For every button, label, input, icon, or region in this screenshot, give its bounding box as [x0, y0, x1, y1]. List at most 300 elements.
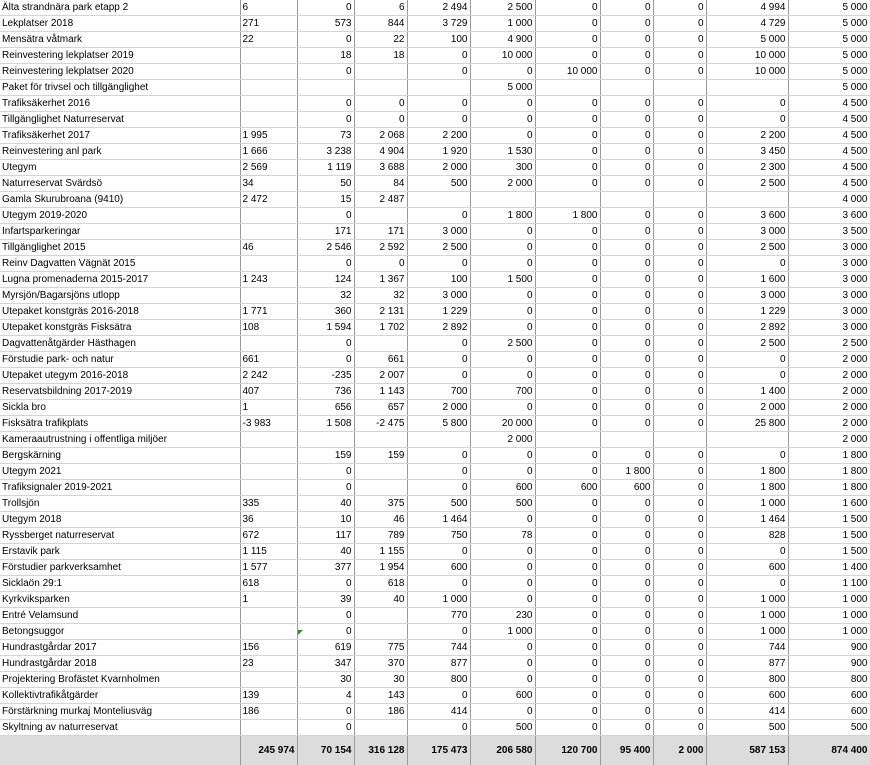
- value-cell-col9[interactable]: [653, 192, 706, 208]
- value-cell-col2[interactable]: [240, 720, 297, 736]
- value-cell-col5[interactable]: [407, 80, 470, 96]
- value-cell-col8[interactable]: 600: [600, 480, 653, 496]
- value-cell-col6[interactable]: 1 000: [470, 624, 535, 640]
- value-cell-col9[interactable]: 0: [653, 416, 706, 432]
- value-cell-col2[interactable]: 108: [240, 320, 297, 336]
- value-cell-col4[interactable]: 1 143: [354, 384, 407, 400]
- project-name-cell[interactable]: Dagvattenåtgärder Hästhagen: [0, 336, 240, 352]
- value-cell-col5[interactable]: 877: [407, 656, 470, 672]
- value-cell-col5[interactable]: 750: [407, 528, 470, 544]
- value-cell-col4[interactable]: 0: [354, 256, 407, 272]
- value-cell-col6[interactable]: 0: [470, 656, 535, 672]
- value-cell-col4[interactable]: 375: [354, 496, 407, 512]
- value-cell-col7[interactable]: 0: [535, 112, 600, 128]
- value-cell-col10[interactable]: 0: [706, 448, 788, 464]
- project-name-cell[interactable]: Reservatsbildning 2017-2019: [0, 384, 240, 400]
- value-cell-col10[interactable]: 2 892: [706, 320, 788, 336]
- value-cell-col4[interactable]: 0: [354, 112, 407, 128]
- value-cell-col3[interactable]: 0: [297, 0, 354, 16]
- value-cell-col7[interactable]: 0: [535, 656, 600, 672]
- value-cell-col2[interactable]: [240, 112, 297, 128]
- value-cell-col8[interactable]: 0: [600, 688, 653, 704]
- value-cell-col8[interactable]: 0: [600, 96, 653, 112]
- value-cell-col6[interactable]: 0: [470, 640, 535, 656]
- project-name-cell[interactable]: Tillgänglighet 2015: [0, 240, 240, 256]
- value-cell-col5[interactable]: 5 800: [407, 416, 470, 432]
- value-cell-col9[interactable]: 0: [653, 352, 706, 368]
- value-cell-col5[interactable]: 0: [407, 448, 470, 464]
- value-cell-col2[interactable]: 672: [240, 528, 297, 544]
- value-cell-col9[interactable]: 0: [653, 16, 706, 32]
- project-name-cell[interactable]: Naturreservat Svärdsö: [0, 176, 240, 192]
- project-name-cell[interactable]: Skyltning av naturreservat: [0, 720, 240, 736]
- project-name-cell[interactable]: Erstavik park: [0, 544, 240, 560]
- value-cell-col6[interactable]: 0: [470, 400, 535, 416]
- value-cell-col6[interactable]: 0: [470, 464, 535, 480]
- value-cell-col11[interactable]: 5 000: [788, 0, 870, 16]
- value-cell-col5[interactable]: 100: [407, 32, 470, 48]
- value-cell-col5[interactable]: 0: [407, 544, 470, 560]
- value-cell-col7[interactable]: 0: [535, 304, 600, 320]
- value-cell-col10[interactable]: 1 229: [706, 304, 788, 320]
- value-cell-col8[interactable]: 0: [600, 48, 653, 64]
- value-cell-col11[interactable]: 2 500: [788, 336, 870, 352]
- project-name-cell[interactable]: Fisksätra trafikplats: [0, 416, 240, 432]
- value-cell-col11[interactable]: 4 500: [788, 160, 870, 176]
- total-cell-col2[interactable]: 245 974: [240, 736, 297, 765]
- value-cell-col2[interactable]: [240, 672, 297, 688]
- value-cell-col11[interactable]: 4 500: [788, 128, 870, 144]
- value-cell-col2[interactable]: 2 242: [240, 368, 297, 384]
- value-cell-col2[interactable]: 6: [240, 0, 297, 16]
- value-cell-col6[interactable]: 0: [470, 704, 535, 720]
- value-cell-col6[interactable]: 0: [470, 576, 535, 592]
- value-cell-col6[interactable]: 700: [470, 384, 535, 400]
- value-cell-col2[interactable]: [240, 448, 297, 464]
- value-cell-col8[interactable]: 0: [600, 304, 653, 320]
- project-name-cell[interactable]: Infartsparkeringar: [0, 224, 240, 240]
- value-cell-col8[interactable]: [600, 192, 653, 208]
- value-cell-col7[interactable]: 0: [535, 528, 600, 544]
- value-cell-col9[interactable]: 0: [653, 480, 706, 496]
- project-name-cell[interactable]: Projektering Brofästet Kvarnholmen: [0, 672, 240, 688]
- value-cell-col5[interactable]: 2 000: [407, 160, 470, 176]
- value-cell-col6[interactable]: 0: [470, 288, 535, 304]
- total-cell-col5[interactable]: 175 473: [407, 736, 470, 765]
- value-cell-col9[interactable]: 0: [653, 496, 706, 512]
- value-cell-col10[interactable]: 0: [706, 368, 788, 384]
- value-cell-col9[interactable]: 0: [653, 560, 706, 576]
- value-cell-col5[interactable]: 0: [407, 336, 470, 352]
- value-cell-col11[interactable]: 2 000: [788, 432, 870, 448]
- value-cell-col3[interactable]: 1 594: [297, 320, 354, 336]
- value-cell-col7[interactable]: 0: [535, 384, 600, 400]
- value-cell-col3[interactable]: 3 238: [297, 144, 354, 160]
- value-cell-col11[interactable]: 500: [788, 720, 870, 736]
- value-cell-col8[interactable]: 0: [600, 528, 653, 544]
- value-cell-col9[interactable]: 0: [653, 400, 706, 416]
- totals-label-cell[interactable]: [0, 736, 240, 765]
- value-cell-col2[interactable]: 271: [240, 16, 297, 32]
- project-name-cell[interactable]: Reinv Dagvatten Vägnät 2015: [0, 256, 240, 272]
- value-cell-col5[interactable]: 2 494: [407, 0, 470, 16]
- value-cell-col2[interactable]: 1 666: [240, 144, 297, 160]
- value-cell-col10[interactable]: 0: [706, 576, 788, 592]
- value-cell-col4[interactable]: 618: [354, 576, 407, 592]
- value-cell-col5[interactable]: 600: [407, 560, 470, 576]
- value-cell-col8[interactable]: 0: [600, 544, 653, 560]
- value-cell-col6[interactable]: 0: [470, 672, 535, 688]
- value-cell-col4[interactable]: [354, 464, 407, 480]
- total-cell-col10[interactable]: 587 153: [706, 736, 788, 765]
- value-cell-col9[interactable]: 0: [653, 704, 706, 720]
- value-cell-col10[interactable]: 1 000: [706, 496, 788, 512]
- value-cell-col6[interactable]: 0: [470, 560, 535, 576]
- value-cell-col3[interactable]: [297, 432, 354, 448]
- value-cell-col7[interactable]: 1 800: [535, 208, 600, 224]
- value-cell-col9[interactable]: [653, 432, 706, 448]
- project-name-cell[interactable]: Sicklaön 29:1: [0, 576, 240, 592]
- value-cell-col6[interactable]: 0: [470, 112, 535, 128]
- value-cell-col2[interactable]: 407: [240, 384, 297, 400]
- value-cell-col2[interactable]: 34: [240, 176, 297, 192]
- value-cell-col5[interactable]: 414: [407, 704, 470, 720]
- value-cell-col9[interactable]: 0: [653, 320, 706, 336]
- value-cell-col4[interactable]: 661: [354, 352, 407, 368]
- total-cell-col8[interactable]: 95 400: [600, 736, 653, 765]
- value-cell-col5[interactable]: 1 464: [407, 512, 470, 528]
- value-cell-col5[interactable]: 2 000: [407, 400, 470, 416]
- value-cell-col9[interactable]: 0: [653, 272, 706, 288]
- value-cell-col2[interactable]: [240, 432, 297, 448]
- value-cell-col2[interactable]: 156: [240, 640, 297, 656]
- value-cell-col10[interactable]: 2 000: [706, 400, 788, 416]
- value-cell-col9[interactable]: 0: [653, 128, 706, 144]
- value-cell-col4[interactable]: 0: [354, 96, 407, 112]
- project-name-cell[interactable]: Trafiksäkerhet 2017: [0, 128, 240, 144]
- value-cell-col9[interactable]: 0: [653, 48, 706, 64]
- value-cell-col7[interactable]: [535, 192, 600, 208]
- value-cell-col7[interactable]: 0: [535, 16, 600, 32]
- value-cell-col3[interactable]: 171: [297, 224, 354, 240]
- value-cell-col11[interactable]: 5 000: [788, 64, 870, 80]
- value-cell-col5[interactable]: 0: [407, 576, 470, 592]
- value-cell-col10[interactable]: 1 800: [706, 464, 788, 480]
- value-cell-col11[interactable]: 1 000: [788, 608, 870, 624]
- value-cell-col6[interactable]: 0: [470, 304, 535, 320]
- value-cell-col4[interactable]: 32: [354, 288, 407, 304]
- value-cell-col7[interactable]: 0: [535, 448, 600, 464]
- project-name-cell[interactable]: Trollsjön: [0, 496, 240, 512]
- value-cell-col3[interactable]: 30: [297, 672, 354, 688]
- value-cell-col10[interactable]: 2 200: [706, 128, 788, 144]
- value-cell-col4[interactable]: [354, 432, 407, 448]
- value-cell-col9[interactable]: 0: [653, 656, 706, 672]
- value-cell-col6[interactable]: 0: [470, 448, 535, 464]
- value-cell-col9[interactable]: 0: [653, 512, 706, 528]
- total-cell-col9[interactable]: 2 000: [653, 736, 706, 765]
- value-cell-col11[interactable]: 4 500: [788, 176, 870, 192]
- value-cell-col6[interactable]: 2 500: [470, 336, 535, 352]
- value-cell-col9[interactable]: 0: [653, 240, 706, 256]
- value-cell-col8[interactable]: 0: [600, 720, 653, 736]
- value-cell-col3[interactable]: 0: [297, 96, 354, 112]
- value-cell-col6[interactable]: 0: [470, 352, 535, 368]
- value-cell-col6[interactable]: 0: [470, 128, 535, 144]
- total-cell-col3[interactable]: 70 154: [297, 736, 354, 765]
- value-cell-col11[interactable]: 3 000: [788, 320, 870, 336]
- value-cell-col4[interactable]: 2 007: [354, 368, 407, 384]
- value-cell-col9[interactable]: 0: [653, 176, 706, 192]
- value-cell-col6[interactable]: 5 000: [470, 80, 535, 96]
- value-cell-col7[interactable]: 0: [535, 688, 600, 704]
- value-cell-col9[interactable]: 0: [653, 576, 706, 592]
- value-cell-col5[interactable]: 2 200: [407, 128, 470, 144]
- value-cell-col6[interactable]: 1 000: [470, 16, 535, 32]
- value-cell-col9[interactable]: 0: [653, 336, 706, 352]
- value-cell-col3[interactable]: 73: [297, 128, 354, 144]
- value-cell-col4[interactable]: 844: [354, 16, 407, 32]
- value-cell-col4[interactable]: 1 954: [354, 560, 407, 576]
- value-cell-col11[interactable]: 1 500: [788, 512, 870, 528]
- value-cell-col11[interactable]: 900: [788, 656, 870, 672]
- value-cell-col6[interactable]: 1 530: [470, 144, 535, 160]
- value-cell-col11[interactable]: 1 800: [788, 448, 870, 464]
- project-name-cell[interactable]: Utegym: [0, 160, 240, 176]
- value-cell-col2[interactable]: [240, 336, 297, 352]
- value-cell-col11[interactable]: 1 000: [788, 592, 870, 608]
- value-cell-col8[interactable]: 0: [600, 112, 653, 128]
- value-cell-col11[interactable]: 2 000: [788, 368, 870, 384]
- value-cell-col8[interactable]: 1 800: [600, 464, 653, 480]
- value-cell-col7[interactable]: 0: [535, 368, 600, 384]
- value-cell-col6[interactable]: 500: [470, 720, 535, 736]
- value-cell-col4[interactable]: 775: [354, 640, 407, 656]
- value-cell-col5[interactable]: 500: [407, 176, 470, 192]
- value-cell-col2[interactable]: 1: [240, 400, 297, 416]
- value-cell-col11[interactable]: 1 800: [788, 480, 870, 496]
- value-cell-col7[interactable]: 0: [535, 576, 600, 592]
- value-cell-col7[interactable]: 0: [535, 160, 600, 176]
- value-cell-col10[interactable]: 4 994: [706, 0, 788, 16]
- value-cell-col11[interactable]: 4 000: [788, 192, 870, 208]
- value-cell-col10[interactable]: [706, 192, 788, 208]
- value-cell-col8[interactable]: 0: [600, 640, 653, 656]
- value-cell-col4[interactable]: 370: [354, 656, 407, 672]
- value-cell-col8[interactable]: 0: [600, 400, 653, 416]
- value-cell-col4[interactable]: 171: [354, 224, 407, 240]
- value-cell-col4[interactable]: [354, 80, 407, 96]
- project-name-cell[interactable]: Utepaket konstgräs 2016-2018: [0, 304, 240, 320]
- value-cell-col2[interactable]: [240, 288, 297, 304]
- value-cell-col4[interactable]: 40: [354, 592, 407, 608]
- value-cell-col6[interactable]: 20 000: [470, 416, 535, 432]
- value-cell-col2[interactable]: 22: [240, 32, 297, 48]
- value-cell-col3[interactable]: [297, 80, 354, 96]
- value-cell-col4[interactable]: [354, 624, 407, 640]
- project-name-cell[interactable]: Reinvestering anl park: [0, 144, 240, 160]
- value-cell-col2[interactable]: 1 115: [240, 544, 297, 560]
- value-cell-col6[interactable]: 0: [470, 368, 535, 384]
- value-cell-col3[interactable]: 18: [297, 48, 354, 64]
- value-cell-col10[interactable]: 1 000: [706, 608, 788, 624]
- value-cell-col8[interactable]: 0: [600, 160, 653, 176]
- value-cell-col2[interactable]: 1 995: [240, 128, 297, 144]
- value-cell-col8[interactable]: 0: [600, 352, 653, 368]
- value-cell-col5[interactable]: 0: [407, 96, 470, 112]
- value-cell-col5[interactable]: 0: [407, 464, 470, 480]
- value-cell-col3[interactable]: 0: [297, 576, 354, 592]
- value-cell-col7[interactable]: 0: [535, 400, 600, 416]
- project-name-cell[interactable]: Gamla Skurubroana (9410): [0, 192, 240, 208]
- value-cell-col8[interactable]: 0: [600, 608, 653, 624]
- value-cell-col9[interactable]: 0: [653, 720, 706, 736]
- value-cell-col5[interactable]: 0: [407, 208, 470, 224]
- value-cell-col2[interactable]: [240, 624, 297, 640]
- value-cell-col8[interactable]: 0: [600, 0, 653, 16]
- value-cell-col7[interactable]: 0: [535, 416, 600, 432]
- value-cell-col5[interactable]: 0: [407, 256, 470, 272]
- value-cell-col3[interactable]: 0: [297, 624, 354, 640]
- value-cell-col7[interactable]: 0: [535, 128, 600, 144]
- project-name-cell[interactable]: Betongsuggor: [0, 624, 240, 640]
- value-cell-col4[interactable]: 3 688: [354, 160, 407, 176]
- value-cell-col11[interactable]: 600: [788, 704, 870, 720]
- value-cell-col11[interactable]: 1 600: [788, 496, 870, 512]
- value-cell-col3[interactable]: 39: [297, 592, 354, 608]
- value-cell-col3[interactable]: 347: [297, 656, 354, 672]
- value-cell-col2[interactable]: 2 569: [240, 160, 297, 176]
- value-cell-col10[interactable]: 0: [706, 352, 788, 368]
- value-cell-col10[interactable]: 2 500: [706, 240, 788, 256]
- value-cell-col9[interactable]: 0: [653, 368, 706, 384]
- value-cell-col11[interactable]: 2 000: [788, 352, 870, 368]
- value-cell-col4[interactable]: 6: [354, 0, 407, 16]
- value-cell-col7[interactable]: [535, 432, 600, 448]
- value-cell-col6[interactable]: 600: [470, 688, 535, 704]
- value-cell-col2[interactable]: 23: [240, 656, 297, 672]
- value-cell-col3[interactable]: 159: [297, 448, 354, 464]
- value-cell-col7[interactable]: 0: [535, 496, 600, 512]
- value-cell-col9[interactable]: 0: [653, 160, 706, 176]
- value-cell-col3[interactable]: 0: [297, 112, 354, 128]
- value-cell-col10[interactable]: 1 000: [706, 624, 788, 640]
- value-cell-col10[interactable]: 3 450: [706, 144, 788, 160]
- value-cell-col3[interactable]: 0: [297, 336, 354, 352]
- value-cell-col8[interactable]: 0: [600, 320, 653, 336]
- value-cell-col8[interactable]: 0: [600, 704, 653, 720]
- value-cell-col11[interactable]: 3 000: [788, 304, 870, 320]
- value-cell-col4[interactable]: 1 367: [354, 272, 407, 288]
- value-cell-col7[interactable]: 0: [535, 48, 600, 64]
- value-cell-col3[interactable]: 1 119: [297, 160, 354, 176]
- value-cell-col6[interactable]: 2 500: [470, 0, 535, 16]
- value-cell-col11[interactable]: 1 500: [788, 528, 870, 544]
- value-cell-col4[interactable]: 4 904: [354, 144, 407, 160]
- value-cell-col5[interactable]: 2 892: [407, 320, 470, 336]
- value-cell-col7[interactable]: 0: [535, 288, 600, 304]
- project-name-cell[interactable]: Förstudie park- och natur: [0, 352, 240, 368]
- value-cell-col3[interactable]: 0: [297, 256, 354, 272]
- value-cell-col4[interactable]: 1 155: [354, 544, 407, 560]
- value-cell-col3[interactable]: 0: [297, 480, 354, 496]
- value-cell-col5[interactable]: 800: [407, 672, 470, 688]
- value-cell-col6[interactable]: 0: [470, 256, 535, 272]
- value-cell-col2[interactable]: 2 472: [240, 192, 297, 208]
- value-cell-col8[interactable]: 0: [600, 384, 653, 400]
- value-cell-col10[interactable]: 600: [706, 560, 788, 576]
- value-cell-col10[interactable]: 3 000: [706, 288, 788, 304]
- value-cell-col5[interactable]: 3 729: [407, 16, 470, 32]
- project-name-cell[interactable]: Utegym 2018: [0, 512, 240, 528]
- value-cell-col2[interactable]: [240, 96, 297, 112]
- value-cell-col10[interactable]: 5 000: [706, 32, 788, 48]
- value-cell-col11[interactable]: 5 000: [788, 16, 870, 32]
- value-cell-col2[interactable]: [240, 80, 297, 96]
- value-cell-col3[interactable]: 736: [297, 384, 354, 400]
- value-cell-col6[interactable]: 2 000: [470, 176, 535, 192]
- value-cell-col2[interactable]: [240, 64, 297, 80]
- project-name-cell[interactable]: Reinvestering lekplatser 2019: [0, 48, 240, 64]
- value-cell-col5[interactable]: 3 000: [407, 288, 470, 304]
- project-name-cell[interactable]: Lekplatser 2018: [0, 16, 240, 32]
- value-cell-col9[interactable]: 0: [653, 96, 706, 112]
- value-cell-col4[interactable]: [354, 64, 407, 80]
- project-name-cell[interactable]: Reinvestering lekplatser 2020: [0, 64, 240, 80]
- value-cell-col10[interactable]: 0: [706, 96, 788, 112]
- value-cell-col11[interactable]: 5 000: [788, 48, 870, 64]
- project-name-cell[interactable]: Hundrastgårdar 2018: [0, 656, 240, 672]
- value-cell-col8[interactable]: 0: [600, 592, 653, 608]
- value-cell-col3[interactable]: 15: [297, 192, 354, 208]
- value-cell-col7[interactable]: 0: [535, 592, 600, 608]
- value-cell-col6[interactable]: 0: [470, 224, 535, 240]
- value-cell-col7[interactable]: 0: [535, 464, 600, 480]
- project-name-cell[interactable]: Förstärkning murkaj Monteliusväg: [0, 704, 240, 720]
- value-cell-col9[interactable]: 0: [653, 640, 706, 656]
- value-cell-col11[interactable]: 1 100: [788, 576, 870, 592]
- value-cell-col9[interactable]: 0: [653, 528, 706, 544]
- value-cell-col8[interactable]: 0: [600, 512, 653, 528]
- value-cell-col4[interactable]: [354, 336, 407, 352]
- value-cell-col10[interactable]: 1 600: [706, 272, 788, 288]
- value-cell-col9[interactable]: 0: [653, 304, 706, 320]
- value-cell-col9[interactable]: 0: [653, 624, 706, 640]
- value-cell-col3[interactable]: 0: [297, 464, 354, 480]
- value-cell-col8[interactable]: 0: [600, 144, 653, 160]
- value-cell-col10[interactable]: 828: [706, 528, 788, 544]
- value-cell-col8[interactable]: 0: [600, 240, 653, 256]
- value-cell-col7[interactable]: 0: [535, 640, 600, 656]
- value-cell-col9[interactable]: 0: [653, 256, 706, 272]
- value-cell-col8[interactable]: 0: [600, 576, 653, 592]
- value-cell-col4[interactable]: 2 131: [354, 304, 407, 320]
- value-cell-col4[interactable]: 30: [354, 672, 407, 688]
- total-cell-col4[interactable]: 316 128: [354, 736, 407, 765]
- value-cell-col10[interactable]: 2 500: [706, 336, 788, 352]
- project-name-cell[interactable]: Trafiksignaler 2019-2021: [0, 480, 240, 496]
- project-name-cell[interactable]: Hundrastgårdar 2017: [0, 640, 240, 656]
- value-cell-col9[interactable]: 0: [653, 688, 706, 704]
- value-cell-col7[interactable]: 600: [535, 480, 600, 496]
- value-cell-col10[interactable]: 800: [706, 672, 788, 688]
- value-cell-col9[interactable]: 0: [653, 384, 706, 400]
- value-cell-col3[interactable]: 40: [297, 496, 354, 512]
- project-name-cell[interactable]: Utegym 2019-2020: [0, 208, 240, 224]
- value-cell-col4[interactable]: 2 592: [354, 240, 407, 256]
- value-cell-col11[interactable]: 3 600: [788, 208, 870, 224]
- value-cell-col4[interactable]: 143: [354, 688, 407, 704]
